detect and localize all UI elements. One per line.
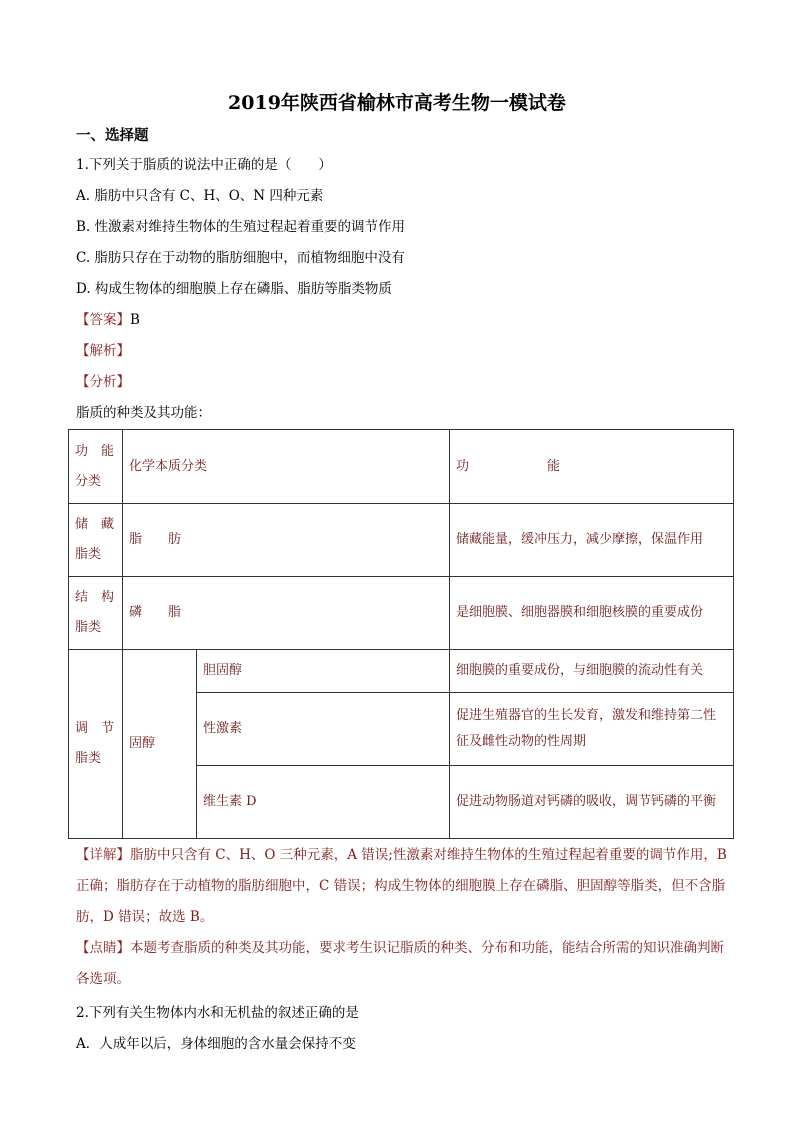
row-vitamin-d-func: 促进动物肠道对钙磷的吸收，调节钙磷的平衡 xyxy=(450,766,734,839)
answer-value: B xyxy=(130,312,140,328)
point-text: 本题考查脂质的种类及其功能，要求考生识记脂质的种类、分布和功能，能结合所需的知识准确判断各选项。 xyxy=(76,940,724,987)
fenxi-label: 【分析】 xyxy=(76,374,130,390)
header-chemical: 化学本质分类 xyxy=(123,430,450,504)
table-header-row xyxy=(69,430,734,504)
question-1-option-c: C. 脂肪只存在于动物的脂肪细胞中，而植物细胞中没有 xyxy=(76,250,405,266)
row-cholesterol-func: 细胞膜的重要成份，与细胞膜的流动性有关 xyxy=(450,650,734,693)
answer-line xyxy=(76,310,140,330)
question-2-stem: 2.下列有关生物体内水和无机盐的叙述正确的是 xyxy=(76,1005,359,1021)
header-function-class: 功 能 分类 xyxy=(69,430,123,504)
header-function: 功 能 xyxy=(450,430,734,504)
question-1-option-b: B. 性激素对维持生物体的生殖过程起着重要的调节作用 xyxy=(76,219,406,235)
detail-label: 【详解】 xyxy=(76,847,130,863)
answer-label: 【答案】 xyxy=(76,312,130,328)
row-cholesterol: 胆固醇 xyxy=(197,650,450,693)
question-1-option-a: A. 脂肪中只含有 C、H、O、N 四种元素 xyxy=(76,188,324,204)
row-regulation-chem: 固醇 xyxy=(123,650,197,839)
point-paragraph xyxy=(76,933,730,995)
table-row xyxy=(69,504,734,577)
section-heading: 一、选择题 xyxy=(76,127,149,144)
row-storage-chem: 脂 肪 xyxy=(123,504,450,577)
row-sex-hormone: 性激素 xyxy=(197,693,450,766)
lipid-table xyxy=(68,429,734,839)
row-sex-hormone-func: 促进生殖器官的生长发育，激发和维持第二性征及雌性动物的性周期 xyxy=(450,693,734,766)
question-1-stem: 1.下列关于脂质的说法中正确的是（ ） xyxy=(76,157,332,173)
row-regulation-class: 调 节 脂类 xyxy=(69,650,123,839)
row-structure-chem: 磷 脂 xyxy=(123,577,450,650)
question-1-option-d: D. 构成生物体的细胞膜上存在磷脂、脂肪等脂类物质 xyxy=(76,281,392,297)
row-structure-class: 结 构 脂类 xyxy=(69,577,123,650)
row-structure-func: 是细胞膜、细胞器膜和细胞核膜的重要成份 xyxy=(450,577,734,650)
row-storage-class: 储 藏 脂类 xyxy=(69,504,123,577)
table-intro: 脂质的种类及其功能： xyxy=(76,405,211,421)
table-row xyxy=(69,650,734,693)
point-label: 【点睛】 xyxy=(76,940,130,956)
detail-text: 脂肪中只含有 C、H、O 三种元素，A 错误;性激素对维持生物体的生殖过程起着重要的调节作用，B 正确；脂肪存在于动植物的脂肪细胞中，C 错误；构成生物体的细胞膜上存在磷脂、胆固醇等脂类，但不含脂肪，D 错误；故选 B。 xyxy=(76,847,727,925)
row-storage-func: 储藏能量，缓冲压力，减少摩擦，保温作用 xyxy=(450,504,734,577)
row-vitamin-d: 维生素 D xyxy=(197,766,450,839)
analysis-label: 【解析】 xyxy=(76,343,130,359)
page-title: 2019年陕西省榆林市高考生物一模试卷 xyxy=(228,92,566,114)
table-row xyxy=(69,577,734,650)
detail-paragraph xyxy=(76,840,730,933)
question-2-option-a: A．人成年以后，身体细胞的含水量会保持不变 xyxy=(76,1036,356,1052)
